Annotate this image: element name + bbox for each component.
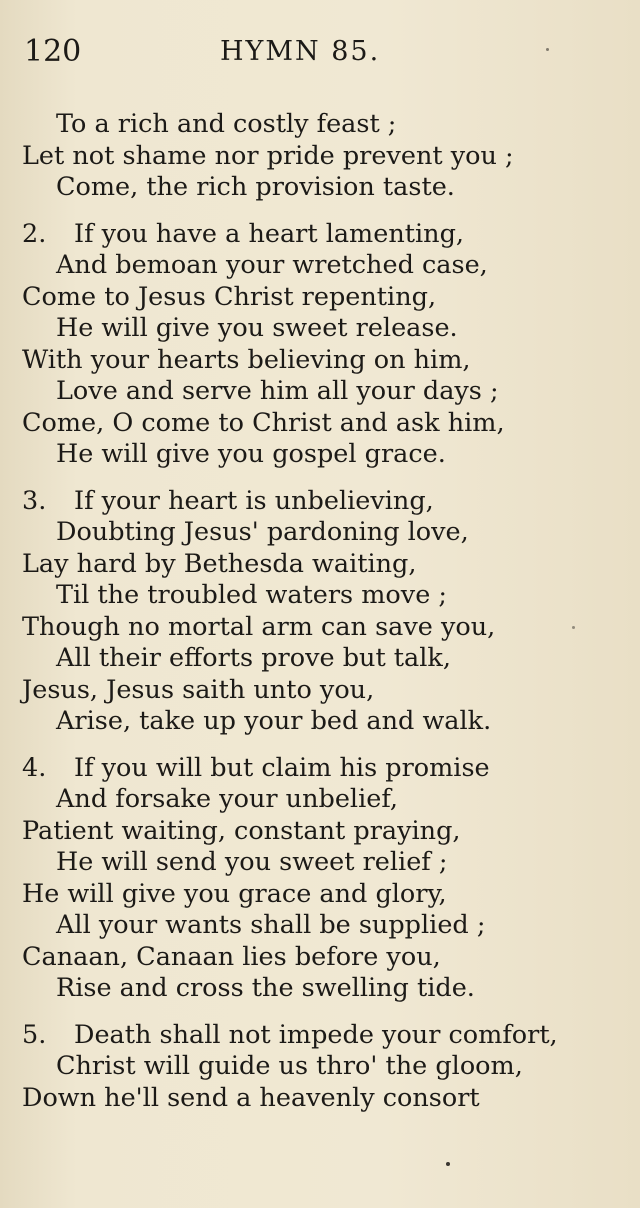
verse-line: Canaan, Canaan lies before you,	[22, 941, 441, 972]
stanza-number: 5.	[22, 1019, 47, 1050]
verse-line: Come to Jesus Christ repenting,	[22, 281, 437, 312]
verse-line	[22, 219, 622, 251]
stanza-3	[22, 486, 622, 738]
verse-line: Patient waiting, constant praying,	[22, 815, 461, 846]
verse-line: To a rich and costly feast ;	[56, 109, 397, 139]
verse-line: Jesus, Jesus saith unto you,	[22, 674, 375, 705]
stanza-1	[22, 109, 622, 204]
verse-line: Love and serve him all your days ;	[56, 376, 499, 406]
verse-line-text: If you have a heart lamenting,	[74, 218, 465, 249]
verse-line: And forsake your unbelief,	[56, 784, 398, 814]
stanza-number: 2.	[22, 218, 47, 249]
verse-line: Christ will guide us thro' the gloom,	[56, 1051, 523, 1081]
verse-line	[22, 753, 622, 785]
verse-line: With your hearts believing on him,	[22, 344, 471, 375]
stanza-4	[22, 753, 622, 1005]
stanza-number: 4.	[22, 752, 47, 783]
verse-line: He will give you gospel grace.	[56, 439, 446, 469]
ink-speck	[546, 48, 549, 51]
stanza-2	[22, 219, 622, 471]
verse-line: All your wants shall be supplied ;	[56, 910, 486, 940]
verse-line: He will give you grace and glory,	[22, 878, 447, 909]
verse-line-text: If you will but claim his promise	[74, 752, 490, 783]
page-header	[24, 32, 614, 72]
verse-line: And bemoan your wretched case,	[56, 250, 488, 280]
verse-line: Let not shame nor pride prevent you ;	[22, 140, 514, 171]
verse-line: Doubting Jesus' pardoning love,	[56, 517, 469, 547]
verse-line-text: Death shall not impede your comfort,	[74, 1019, 558, 1050]
verse-line: Til the troubled waters move ;	[56, 580, 447, 610]
ink-speck	[446, 1162, 450, 1166]
verse-line: Come, O come to Christ and ask him,	[22, 407, 505, 438]
verse-line-text: If your heart is unbelieving,	[74, 485, 434, 516]
running-head: HYMN 85.	[220, 36, 381, 67]
ink-speck	[572, 626, 575, 629]
stanza-5	[22, 1020, 622, 1115]
verse-line: All their efforts prove but talk,	[56, 643, 451, 673]
verse-line: He will give you sweet release.	[56, 313, 458, 343]
verse-line: Rise and cross the swelling tide.	[56, 973, 475, 1003]
page-number: 120	[24, 34, 82, 69]
verse-line	[22, 1020, 622, 1052]
stanza-number: 3.	[22, 485, 47, 516]
hymn-text	[22, 109, 622, 1129]
verse-line	[22, 486, 622, 518]
verse-line: He will send you sweet relief ;	[56, 847, 448, 877]
verse-line: Arise, take up your bed and walk.	[56, 706, 492, 736]
verse-line: Lay hard by Bethesda waiting,	[22, 548, 417, 579]
verse-line: Down he'll send a heavenly consort	[22, 1082, 480, 1113]
verse-line: Come, the rich provision taste.	[56, 172, 455, 202]
verse-line: Though no mortal arm can save you,	[22, 611, 496, 642]
